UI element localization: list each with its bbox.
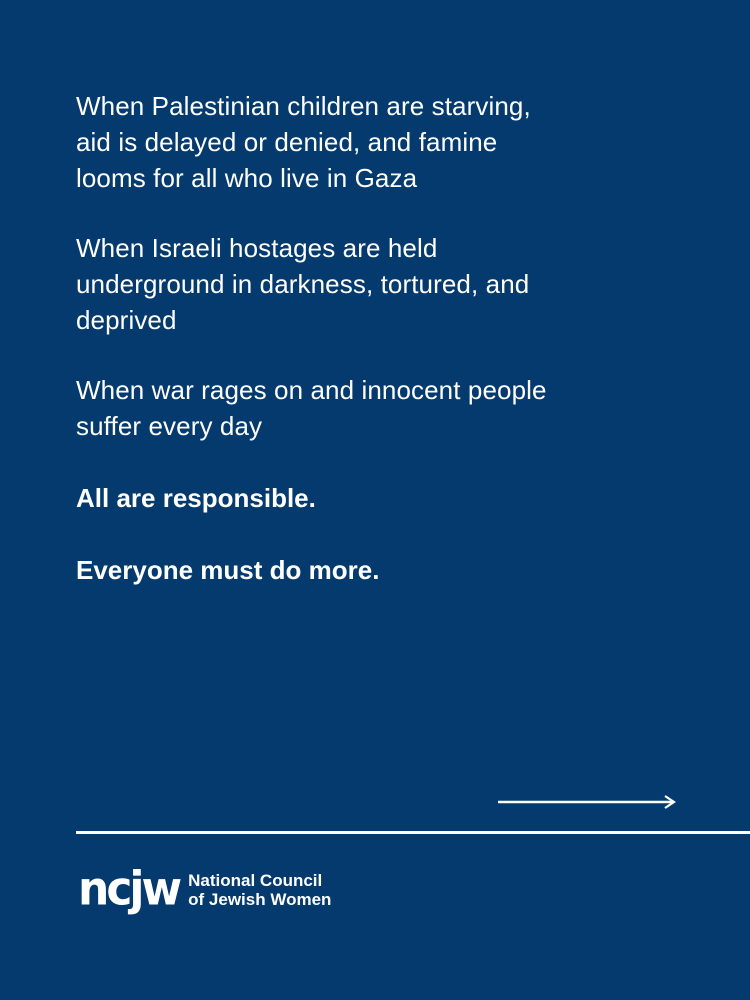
arrow-right-icon[interactable] <box>498 792 678 812</box>
organization-name: National Council of Jewish Women <box>188 871 332 909</box>
emphasis-responsible: All are responsible. <box>76 483 316 513</box>
logo-mark: ncjw <box>78 862 180 917</box>
statement-2: When Israeli hostages are held underground in darkness, tortured, and deprived <box>76 233 530 335</box>
divider-line <box>76 831 750 834</box>
statement-3: When war rages on and innocent people suffer every day <box>76 375 547 441</box>
ncjw-logo <box>78 862 332 917</box>
statement-block <box>76 88 696 588</box>
statement-1: When Palestinian children are starving, aid is delayed or denied, and famine looms for all who live in Gaza <box>76 91 531 193</box>
emphasis-do-more: Everyone must do more. <box>76 555 380 585</box>
